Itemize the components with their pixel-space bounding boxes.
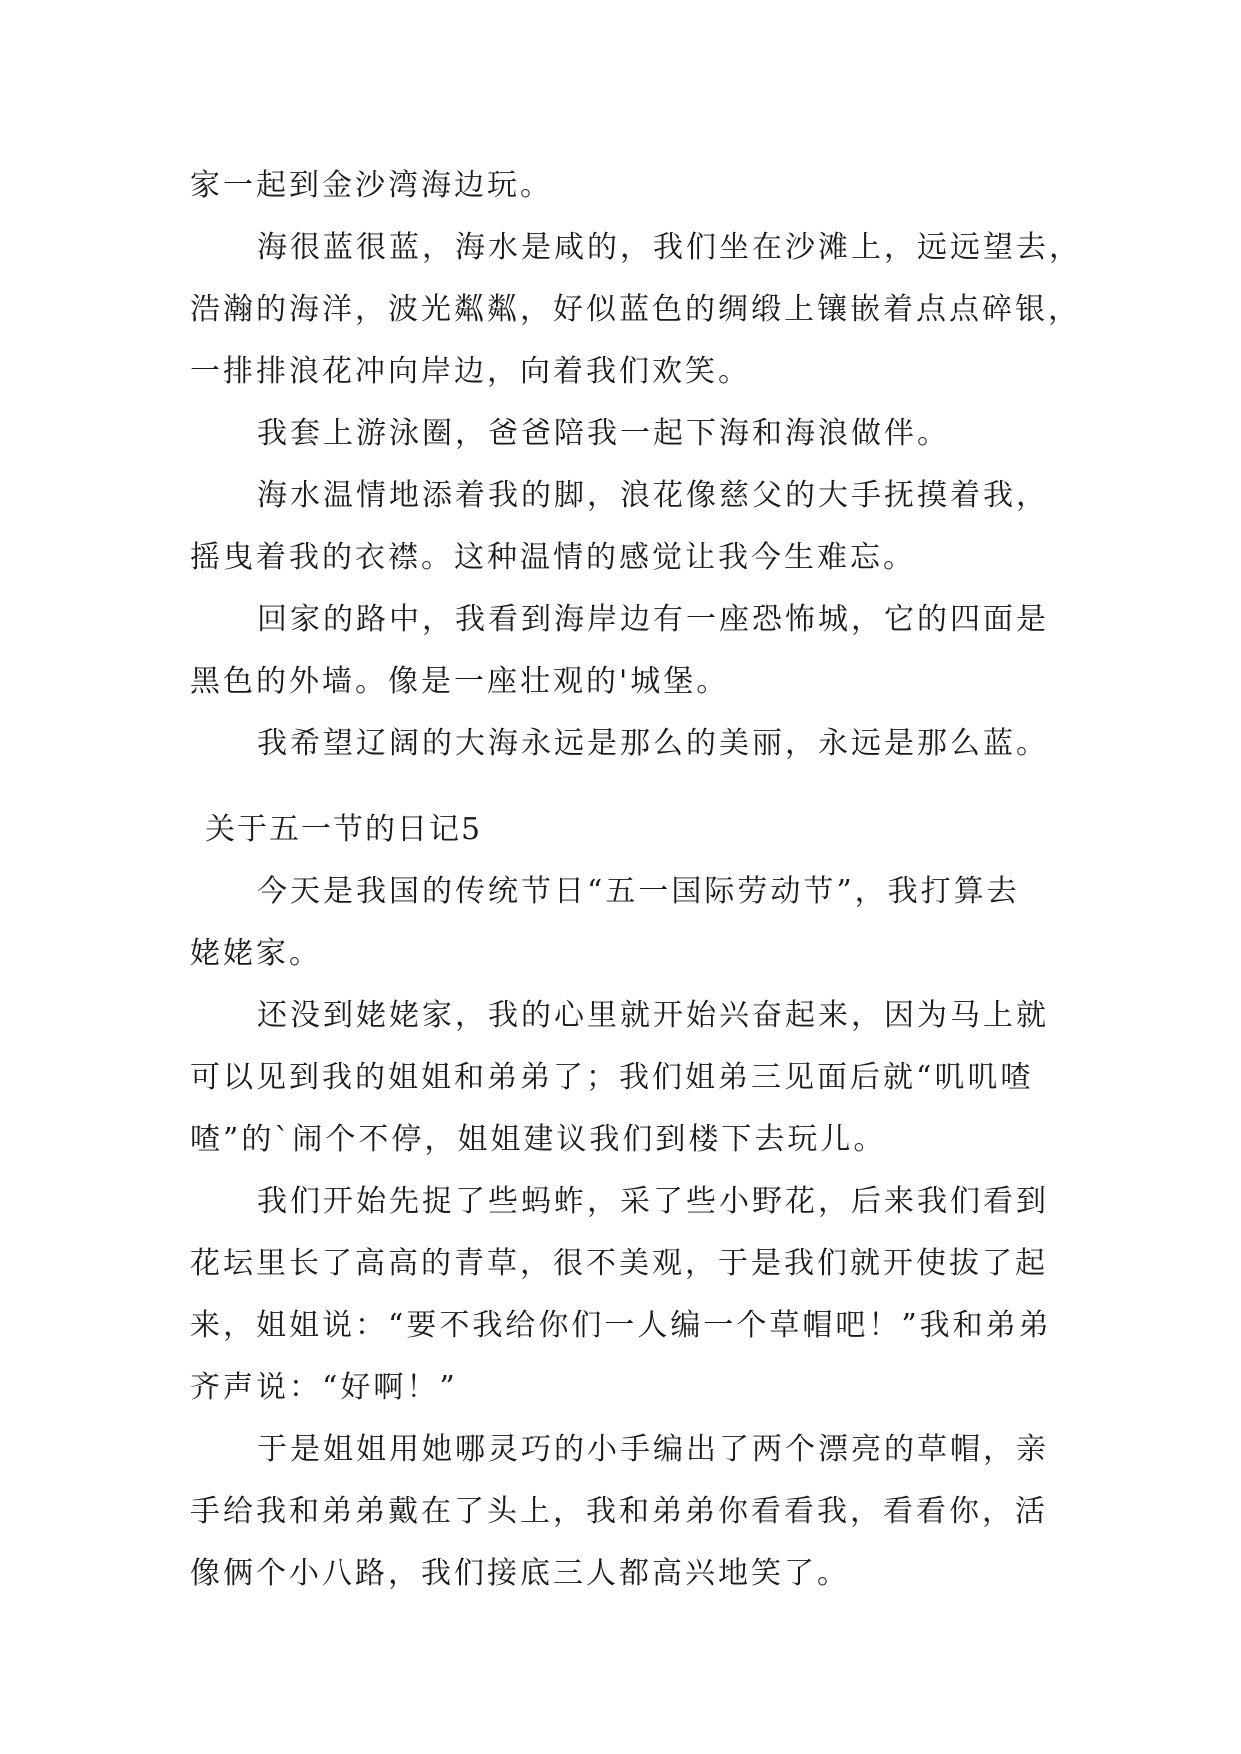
- paragraph-line: 黑色的外墙。像是一座壮观的'城堡。: [190, 664, 730, 699]
- paragraph-line: 我套上游泳圈，爸爸陪我一起下海和海浪做伴。: [257, 416, 950, 451]
- paragraph-line: 可以见到我的姐姐和弟弟了；我们姐弟三见面后就“叽叽喳: [190, 1060, 1034, 1095]
- paragraph-line: 喳”的`闹个不停，姐姐建议我们到楼下去玩儿。: [190, 1122, 887, 1157]
- paragraph-line: 回家的路中，我看到海岸边有一座恐怖城，它的四面是: [257, 602, 1049, 637]
- paragraph-line: 还没到姥姥家，我的心里就开始兴奋起来，因为马上就: [257, 998, 1049, 1033]
- paragraph-line: 于是姐姐用她哪灵巧的小手编出了两个漂亮的草帽，亲: [257, 1432, 1049, 1467]
- paragraph-line: 姥姥家。: [190, 936, 322, 971]
- paragraph-line: 摇曳着我的衣襟。这种温情的感觉让我今生难忘。: [190, 540, 916, 575]
- paragraph-line: 来，姐姐说：“要不我给你们一人编一个草帽吧！”我和弟弟: [190, 1308, 1052, 1343]
- paragraph-line: 海很蓝很蓝，海水是咸的，我们坐在沙滩上，远远望去，: [257, 230, 1082, 265]
- paragraph-line: 海水温情地添着我的脚，浪花像慈父的大手抚摸着我，: [257, 478, 1049, 513]
- paragraph-line: 今天是我国的传统节日“五一国际劳动节”，我打算去: [257, 874, 1020, 909]
- paragraph-line: 我们开始先捉了些蚂蚱，采了些小野花，后来我们看到: [257, 1184, 1049, 1219]
- paragraph-line: 齐声说：“好啊！”: [190, 1370, 458, 1405]
- section-heading: 关于五一节的日记5: [205, 812, 483, 847]
- paragraph-line: 花坛里长了高高的青草，很不美观，于是我们就开使拔了起: [190, 1246, 1048, 1281]
- paragraph-line: 家一起到金沙湾海边玩。: [190, 168, 553, 203]
- paragraph-line: 一排排浪花冲向岸边，向着我们欢笑。: [190, 354, 751, 389]
- paragraph-line: 浩瀚的海洋，波光粼粼，好似蓝色的绸缎上镶嵌着点点碎银，: [190, 292, 1081, 327]
- paragraph-line: 像俩个小八路，我们接底三人都高兴地笑了。: [190, 1556, 850, 1591]
- paragraph-line: 手给我和弟弟戴在了头上，我和弟弟你看看我，看看你，活: [190, 1494, 1048, 1529]
- paragraph-line: 我希望辽阔的大海永远是那么的美丽，永远是那么蓝。: [257, 726, 1049, 761]
